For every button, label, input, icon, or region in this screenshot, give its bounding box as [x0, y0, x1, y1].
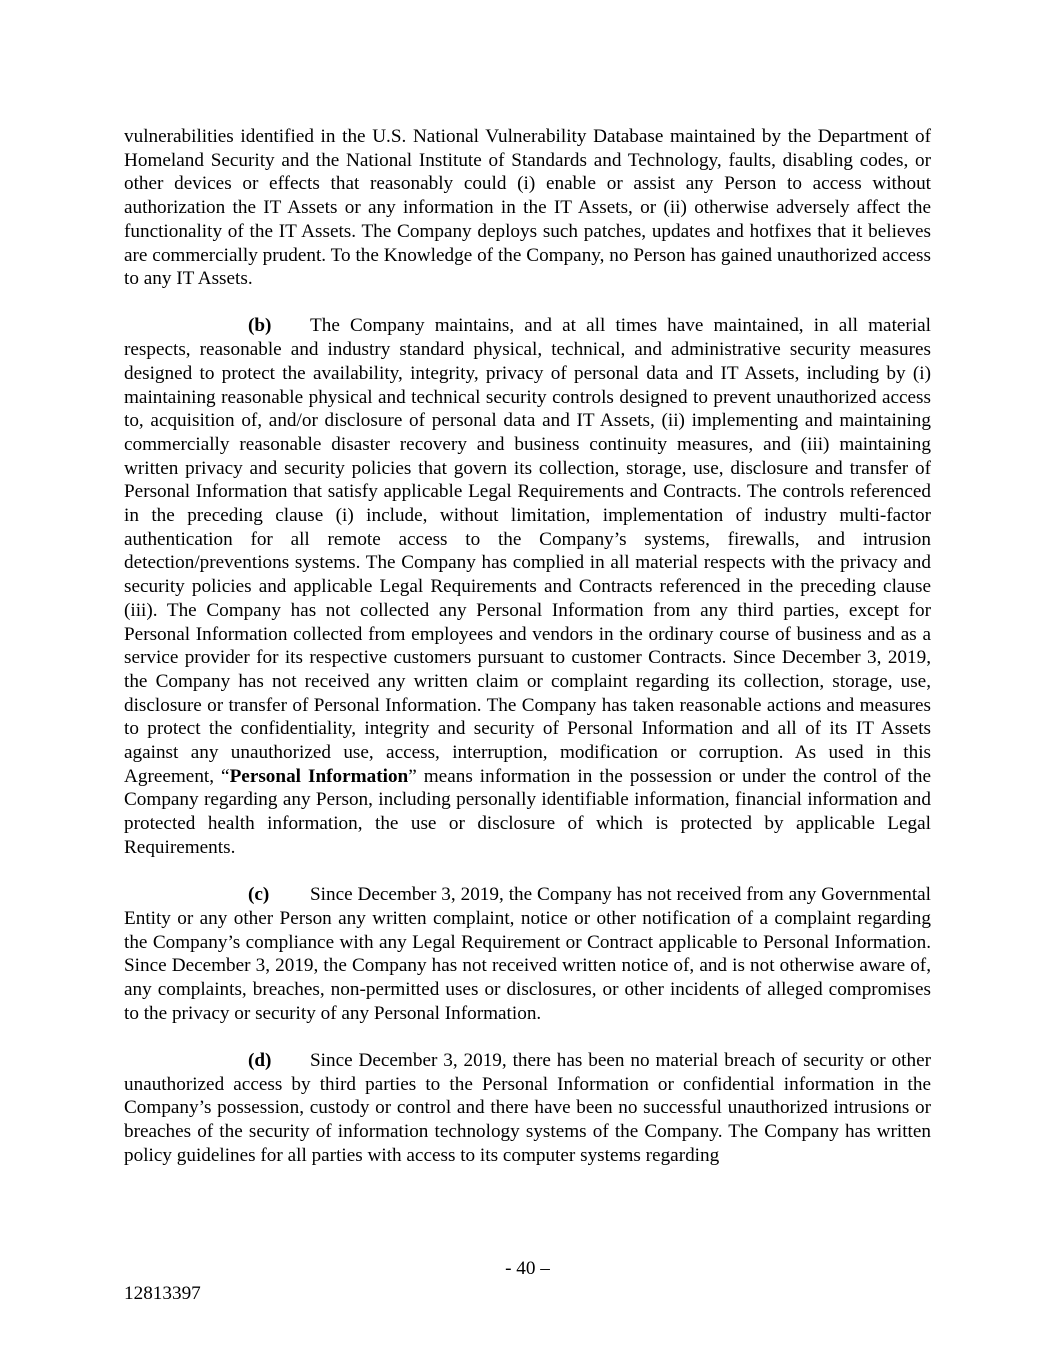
defined-term-personal-information: Personal Information	[229, 765, 409, 787]
document-id: 12813397	[124, 1283, 201, 1304]
paragraph-continuation: vulnerabilities identified in the U.S. National Vulnerability Database maintained by the Department of Homeland Security and the National Institute of Standards and Technology, faults, disabling codes, or other devices or effects that reasonably could (i) enable or assist any Person to access without authorization the IT Assets or any information in the IT Assets, or (ii) otherwise adversely affect the functionality of the IT Assets. The Company deploys such patches, updates and hotfixes that it believes are commercially prudent. To the Knowledge of the Company, no Person has gained unauthorized access to any IT Assets.	[124, 126, 931, 290]
paragraph-b-text-before: The Company maintains, and at all times have maintained, in all material respects, reasonable and industry standard physical, technical, and administrative security measures designed to protect the availability, integrity, privacy of personal data and IT Assets, including by (i) maintaining reasonable physical and technical security controls designed to prevent unauthorized access to, acquisition of, and/or disclosure of personal data and IT Assets, (ii) implementing and maintaining commercially reasonable disaster recovery and business continuity measures, and (iii) maintaining written privacy and security policies that govern its collection, storage, use, disclosure and transfer of Personal Information that satisfy applicable Legal Requirements and Contracts. The controls referenced in the preceding clause (i) include, without limitation, implementation of industry multi-factor authentication for all remote access to the Company’s systems, firewalls, and intrusion detection/preventions systems. The Company has complied in all material respects with the privacy and security policies and applicable Legal Requirements and Contracts referenced in the preceding clause (iii). The Company has not collected any Personal Information from any third parties, except for Personal Information collected from employees and vendors in the ordinary course of business and as a service provider for its respective customers pursuant to customer Contracts. Since December 3, 2019, the Company has not received any written claim or complaint regarding its collection, storage, use, disclosure or transfer of Personal Information. The Company has taken reasonable actions and measures to protect the confidentiality, integrity and security of Personal Information and all of its IT Assets against any unauthorized use, access, interruption, modification or corruption. As used in this Agreement, “	[124, 315, 931, 787]
paragraph-b-label: (b)	[248, 315, 272, 337]
document-body	[124, 125, 931, 1191]
paragraph-d-label: (d)	[248, 1049, 272, 1071]
page-number: - 40 –	[505, 1258, 550, 1279]
paragraph-d	[124, 1049, 931, 1168]
paragraph-d-text: Since December 3, 2019, there has been no material breach of security or other unauthorized access by third parties to the Personal Information or confidential information in the Company’s possession, custody or control and there have been no successful unauthorized intrusions or breaches of the security of information technology systems of the Company. The Company has written policy guidelines for all parties with access to its computer systems regarding	[124, 1049, 931, 1166]
paragraph-b-text-after: ” means information in the possession or under the control of the Company regarding any Person, including personally identifiable information, financial information and protected health information, the use or disclosure of which is protected by applicable Legal Requirements.	[124, 765, 931, 858]
paragraph-c-text: Since December 3, 2019, the Company has not received from any Governmental Entity or any other Person any written complaint, notice or other notification of a complaint regarding the Company’s compliance with any Legal Requirement or Contract applicable to Personal Information. Since December 3, 2019, the Company has not received written notice of, and is not otherwise aware of, any complaints, breaches, non-permitted uses or disclosures, or other incidents of alleged compromises to the privacy or security of any Personal Information.	[124, 884, 931, 1024]
paragraph-c-label: (c)	[248, 884, 270, 906]
paragraph-c	[124, 883, 931, 1025]
paragraph-b	[124, 314, 931, 859]
